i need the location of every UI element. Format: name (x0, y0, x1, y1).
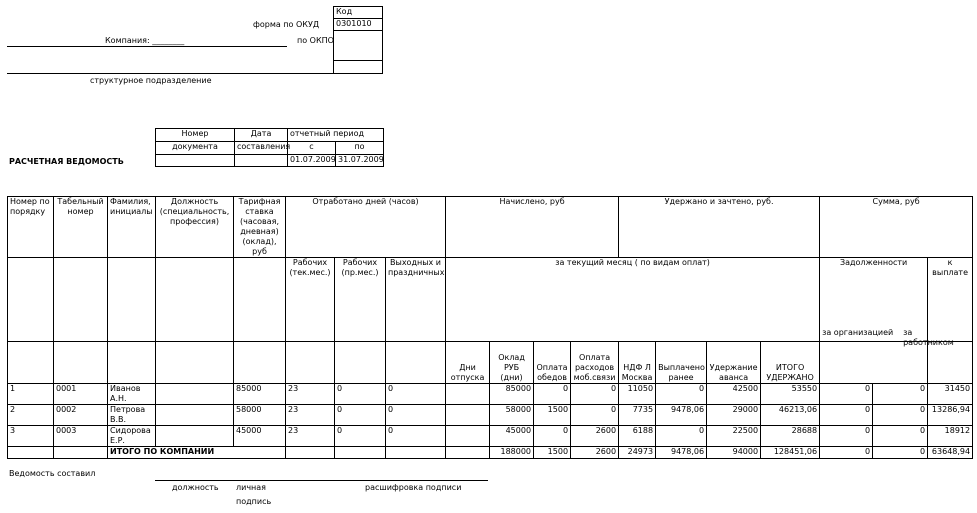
payroll-table (7, 196, 973, 459)
cell-position[interactable] (156, 405, 234, 426)
total-lunch: 1500 (534, 447, 571, 459)
col-header-position: Должность (специальность, профессия) (156, 197, 234, 258)
period-to-header: по (336, 142, 384, 155)
cell-rate[interactable]: 85000 (234, 384, 286, 405)
col-header-sum: Сумма, руб (820, 197, 973, 258)
footer-signature-label: личная (236, 483, 266, 492)
cell-num[interactable]: 3 (8, 426, 54, 447)
total-mobile: 2600 (571, 447, 619, 459)
col-header-lunch: Оплата обедов (534, 342, 571, 384)
cell-salary[interactable]: 58000 (490, 405, 534, 426)
col-header-empty (234, 258, 286, 342)
company-line (7, 46, 287, 47)
company-label-text: Компания: (105, 36, 150, 45)
subdivision-line (7, 73, 334, 74)
cell-to-pay[interactable]: 18912 (928, 426, 973, 447)
total-to-pay: 63648,94 (928, 447, 973, 459)
cell-to-pay[interactable]: 13286,94 (928, 405, 973, 426)
col-header-empty (108, 258, 156, 342)
footer-signature-label-2: подпись (236, 497, 272, 506)
cell-position[interactable] (156, 384, 234, 405)
total-withheld: 128451,06 (761, 447, 820, 459)
total-cell (446, 447, 490, 459)
cell-weekend[interactable]: 0 (386, 405, 446, 426)
cell-num[interactable]: 2 (8, 405, 54, 426)
code-header: Код (334, 7, 383, 19)
total-debt-org: 0 (820, 447, 873, 459)
cell-mobile[interactable]: 0 (571, 384, 619, 405)
col-header-vacation: Дни отпуска (446, 342, 490, 384)
col-header-salary: Оклад РУБ (дни) (490, 342, 534, 384)
cell-position[interactable] (156, 426, 234, 447)
col-header-empty (8, 342, 54, 384)
signature-line (155, 480, 488, 481)
cell-lunch[interactable]: 1500 (534, 405, 571, 426)
cell-work-cur[interactable]: 23 (286, 405, 335, 426)
col-header-name: Фамилия, инициалы (108, 197, 156, 258)
cell-work-cur[interactable]: 23 (286, 426, 335, 447)
doc-date-header-2: составления (235, 142, 288, 155)
doc-info-table (155, 128, 384, 167)
cell-tab[interactable]: 0001 (54, 384, 108, 405)
cell-lunch[interactable]: 0 (534, 426, 571, 447)
document-title: РАСЧЕТНАЯ ВЕДОМОСТЬ (9, 157, 124, 166)
cell-paid-before[interactable]: 0 (656, 426, 707, 447)
okud-label: форма по ОКУД (253, 20, 320, 29)
cell-ndfl[interactable]: 6188 (619, 426, 656, 447)
cell-work-prev[interactable]: 0 (335, 426, 386, 447)
cell-mobile[interactable]: 2600 (571, 426, 619, 447)
cell-name[interactable]: Петрова В.В. (108, 405, 156, 426)
cell-name[interactable]: Сидорова Е.Р. (108, 426, 156, 447)
cell-ndfl[interactable]: 7735 (619, 405, 656, 426)
cell-work-prev[interactable]: 0 (335, 384, 386, 405)
col-header-withheld: Удержано и зачтено, руб. (619, 197, 820, 258)
col-header-rate: Тарифная ставка (часовая, дневная) (оклад), руб (234, 197, 286, 258)
cell-weekend[interactable]: 0 (386, 384, 446, 405)
total-advance: 94000 (707, 447, 761, 459)
col-header-paid-before: Выплачено ранее (656, 342, 707, 384)
col-header-empty (8, 258, 54, 342)
doc-number-header: Номер (156, 129, 235, 142)
col-header-debt: Задолженности (820, 258, 928, 342)
total-debt-worker: 0 (873, 447, 928, 459)
total-cell (286, 447, 335, 459)
col-header-org: за организацией (822, 328, 894, 337)
col-header-ndfl: НДФ Л Москва (619, 342, 656, 384)
footer-decoding-label: расшифровка подписи (365, 483, 462, 492)
col-header-empty (286, 342, 335, 384)
col-header-empty (386, 342, 446, 384)
cell-rate[interactable]: 45000 (234, 426, 286, 447)
total-cell (386, 447, 446, 459)
cell-ndfl[interactable]: 11050 (619, 384, 656, 405)
total-salary: 188000 (490, 447, 534, 459)
total-ndfl: 24973 (619, 447, 656, 459)
cell-advance[interactable]: 42500 (707, 384, 761, 405)
col-header-work-current: Рабочих (тек.мес.) (286, 258, 335, 342)
col-header-accrued: Начислено, руб (446, 197, 619, 258)
cell-name[interactable]: Иванов А.Н. (108, 384, 156, 405)
total-cell (54, 447, 108, 459)
cell-total-withheld[interactable]: 28688 (761, 426, 820, 447)
compiled-by-label: Ведомость составил (9, 469, 96, 478)
cell-paid-before[interactable]: 0 (656, 384, 707, 405)
col-header-number: Номер по порядку (8, 197, 54, 258)
cell-to-pay[interactable]: 31450 (928, 384, 973, 405)
okud-code[interactable]: 0301010 (334, 19, 383, 31)
col-header-work-previous: Рабочих (пр.мес.) (335, 258, 386, 342)
footer-position-label: должность (172, 483, 219, 492)
cell-num[interactable]: 1 (8, 384, 54, 405)
total-cell (8, 447, 54, 459)
col-header-weekend: Выходных и праздничных (386, 258, 446, 342)
cell-weekend[interactable]: 0 (386, 426, 446, 447)
col-header-empty (108, 342, 156, 384)
cell-debt-worker[interactable]: 0 (873, 405, 928, 426)
period-from-header: с (288, 142, 336, 155)
total-label: ИТОГО ПО КОМПАНИИ (108, 447, 286, 459)
period-from-value[interactable]: 01.07.2009 (288, 155, 336, 167)
table-row (8, 405, 973, 426)
total-paid-before: 9478,06 (656, 447, 707, 459)
cell-debt-worker[interactable]: 0 (873, 426, 928, 447)
cell-salary[interactable]: 85000 (490, 384, 534, 405)
cell-salary[interactable]: 45000 (490, 426, 534, 447)
code-empty-cell[interactable] (334, 61, 383, 74)
okpo-code[interactable] (334, 31, 383, 61)
subdivision-label: структурное подразделение (90, 76, 212, 85)
doc-date-header: Дата (235, 129, 288, 142)
period-header: отчетный период (288, 129, 384, 142)
cell-work-cur[interactable]: 23 (286, 384, 335, 405)
col-header-empty (335, 342, 386, 384)
col-header-tab-number: Табельный номер (54, 197, 108, 258)
doc-number-value[interactable] (156, 155, 235, 167)
cell-vacation[interactable] (446, 426, 490, 447)
cell-tab[interactable]: 0003 (54, 426, 108, 447)
cell-debt-org[interactable]: 0 (820, 405, 873, 426)
cell-vacation[interactable] (446, 384, 490, 405)
col-header-mobile: Оплата расходов моб.связи (571, 342, 619, 384)
cell-advance[interactable]: 22500 (707, 426, 761, 447)
table-row (8, 384, 973, 405)
col-header-worked: Отработано дней (часов) (286, 197, 446, 258)
col-header-empty (54, 258, 108, 342)
total-cell (335, 447, 386, 459)
cell-lunch[interactable]: 0 (534, 384, 571, 405)
col-header-current-month: за текущий месяц ( по видам оплат) (446, 258, 820, 342)
cell-total-withheld[interactable]: 46213,06 (761, 405, 820, 426)
company-label (105, 36, 184, 45)
cell-debt-worker[interactable]: 0 (873, 384, 928, 405)
col-header-empty (234, 342, 286, 384)
company-value[interactable]: ________ (152, 36, 185, 45)
period-to-value[interactable]: 31.07.2009 (336, 155, 384, 167)
cell-total-withheld[interactable]: 53550 (761, 384, 820, 405)
doc-number-header-2: документа (156, 142, 235, 155)
cell-debt-org[interactable]: 0 (820, 384, 873, 405)
table-row (8, 426, 973, 447)
doc-date-value[interactable] (235, 155, 288, 167)
cell-rate[interactable]: 58000 (234, 405, 286, 426)
cell-mobile[interactable]: 0 (571, 405, 619, 426)
cell-work-prev[interactable]: 0 (335, 405, 386, 426)
col-header-empty (156, 258, 234, 342)
col-header-empty (156, 342, 234, 384)
okpo-label: по ОКПО (297, 36, 334, 45)
col-header-empty (54, 342, 108, 384)
col-header-to-pay: к выплате (928, 258, 973, 342)
col-header-total-withheld: ИТОГО УДЕРЖАНО (761, 342, 820, 384)
col-header-advance: Удержание аванса (707, 342, 761, 384)
cell-vacation[interactable] (446, 405, 490, 426)
cell-paid-before[interactable]: 9478,06 (656, 405, 707, 426)
col-header-worker: за работником (903, 328, 954, 347)
code-box (333, 6, 383, 74)
cell-advance[interactable]: 29000 (707, 405, 761, 426)
cell-debt-org[interactable]: 0 (820, 426, 873, 447)
col-header-debt-split (820, 328, 954, 384)
cell-tab[interactable]: 0002 (54, 405, 108, 426)
